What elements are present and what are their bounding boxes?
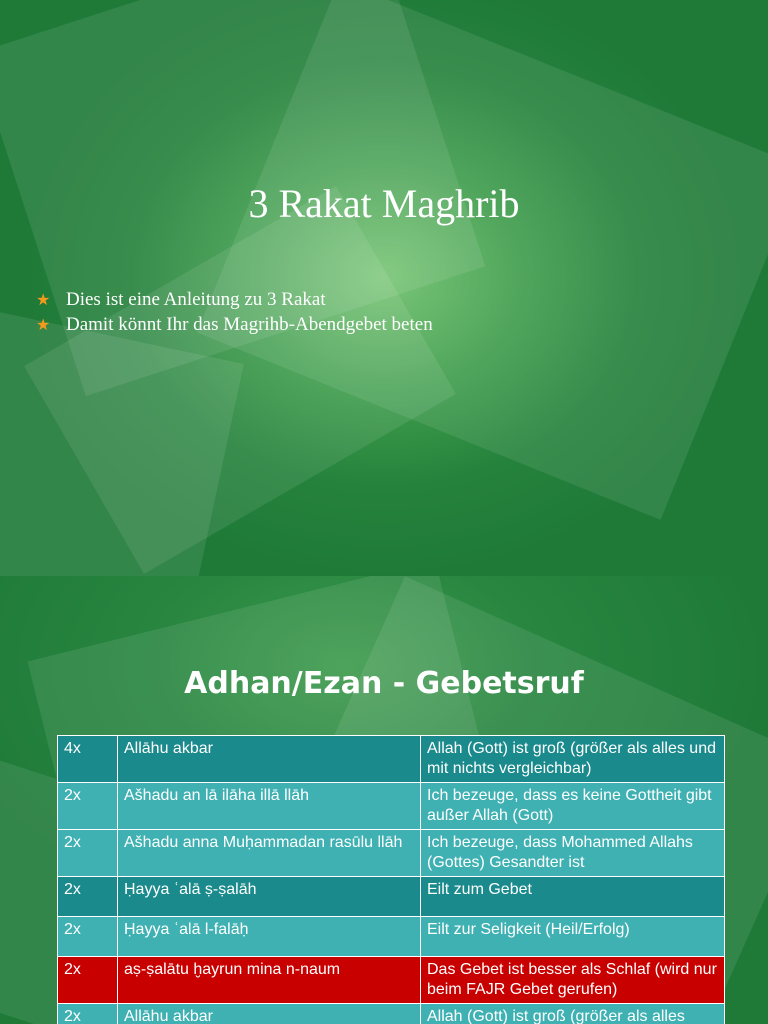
table-row xyxy=(58,736,725,783)
table-row xyxy=(58,877,725,917)
table-row xyxy=(58,957,725,1004)
bullet-text: Damit könnt Ihr das Magrihb-Abendgebet beten xyxy=(66,314,433,335)
arabic-cell: Allāhu akbar xyxy=(118,736,421,783)
bullet-item xyxy=(36,312,433,337)
count-cell: 2x xyxy=(58,783,118,830)
count-cell: 2x xyxy=(58,877,118,917)
count-cell: 2x xyxy=(58,917,118,957)
count-cell: 2x xyxy=(58,957,118,1004)
arabic-cell: Allāhu akbar xyxy=(118,1004,421,1024)
bullet-item xyxy=(36,287,433,312)
bullet-text: Dies ist eine Anleitung zu 3 Rakat xyxy=(66,289,326,310)
slide-2 xyxy=(0,576,768,1024)
arabic-cell: Ḥayya ʿalā l-falāḥ xyxy=(118,917,421,957)
german-cell: Allah (Gott) ist groß (größer als alles und mit nichts vergleichbar) xyxy=(421,736,725,783)
arabic-cell: Ašhadu anna Muḥammadan rasūlu llāh xyxy=(118,830,421,877)
bullet-list xyxy=(36,287,433,337)
slide-title: 3 Rakat Maghrib xyxy=(248,181,520,226)
count-cell: 2x xyxy=(58,1004,118,1024)
german-cell: Eilt zur Seligkeit (Heil/Erfolg) xyxy=(421,917,725,957)
arabic-cell: Ḥayya ʿalā ṣ-ṣalāh xyxy=(118,877,421,917)
german-cell: Das Gebet ist besser als Schlaf (wird nur beim FAJR Gebet gerufen) xyxy=(421,957,725,1004)
table-row xyxy=(58,830,725,877)
slide-title: Adhan/Ezan - Gebetsruf xyxy=(184,666,584,701)
table-row xyxy=(58,783,725,830)
german-cell: Eilt zum Gebet xyxy=(421,877,725,917)
table-row xyxy=(58,917,725,957)
count-cell: 4x xyxy=(58,736,118,783)
arabic-cell: Ašhadu an lā ilāha illā llāh xyxy=(118,783,421,830)
table-row xyxy=(58,1004,725,1024)
german-cell: Ich bezeuge, dass es keine Gottheit gibt außer Allah (Gott) xyxy=(421,783,725,830)
adhan-table xyxy=(57,735,725,1024)
german-cell: Ich bezeuge, dass Mohammed Allahs (Gottes) Gesandter ist xyxy=(421,830,725,877)
german-cell: Allah (Gott) ist groß (größer als alles xyxy=(421,1004,725,1024)
count-cell: 2x xyxy=(58,830,118,877)
arabic-cell: aṣ-ṣalātu ḫayrun mina n-naum xyxy=(118,957,421,1004)
star-icon: ★ xyxy=(36,290,51,309)
star-icon: ★ xyxy=(36,315,51,334)
